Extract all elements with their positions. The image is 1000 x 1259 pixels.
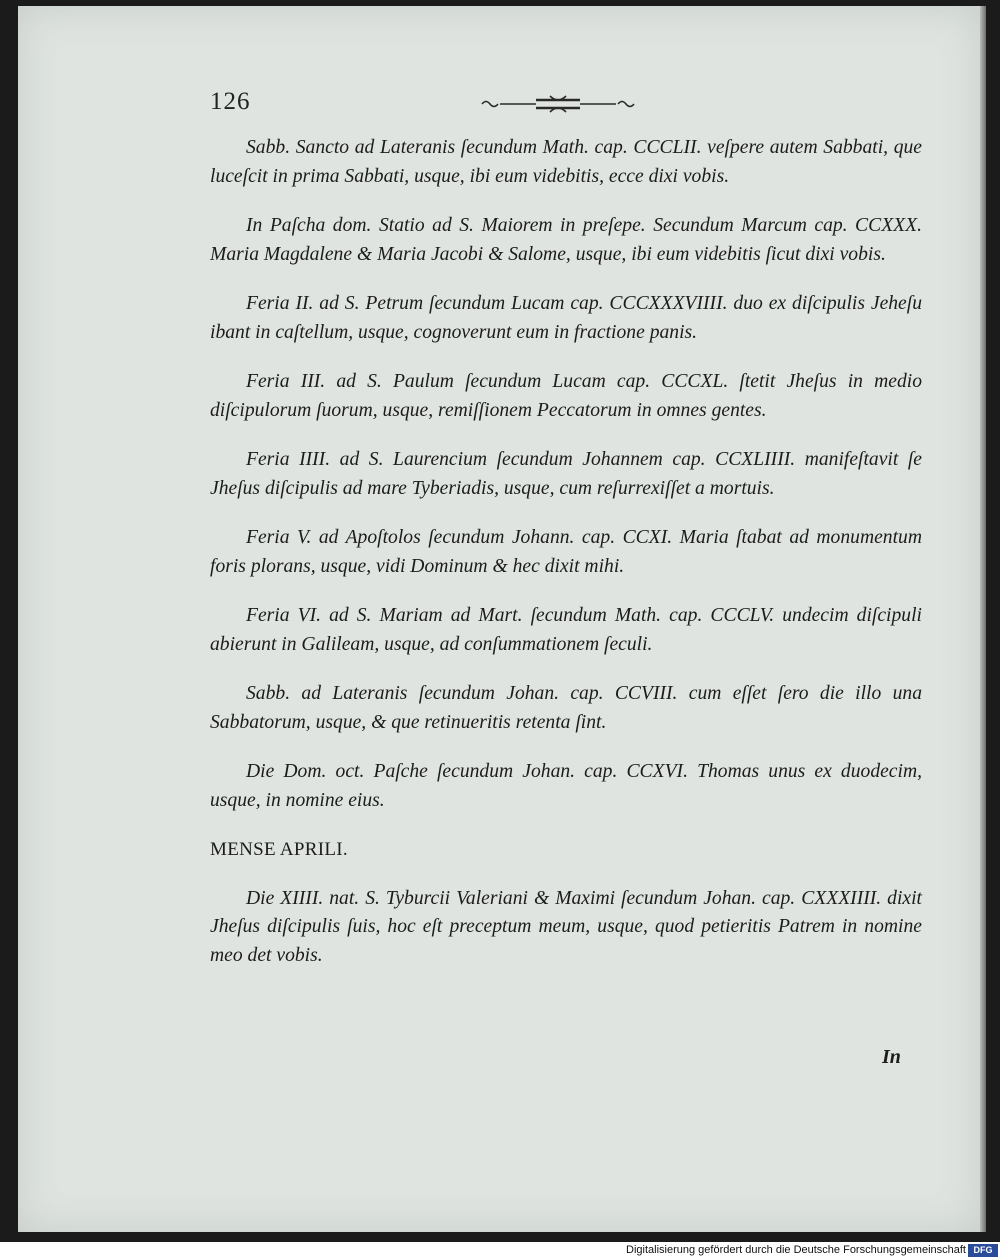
section-heading: MENSE APRILI. — [210, 839, 348, 860]
paragraph-feria-iii: Feria III. ad S. Paulum ſecundum Lucam cap. CCCXL. ſtetit Jheſus in medio diſcipulorum ſuorum, usque, remiſſionem Peccatorum in omnes gentes. — [210, 371, 922, 421]
funding-credit: Digitalisierung gefördert durch die Deutsche Forschungsgemeinschaft — [626, 1244, 966, 1256]
paragraph-feria-vi: Feria VI. ad S. Mariam ad Mart. ſecundum Math. cap. CCCLV. undecim diſcipuli abierunt in Galileam, usque, ad conſummationem ſeculi. — [210, 605, 922, 655]
paragraph-feria-v: Feria V. ad Apoſtolos ſecundum Johann. cap. CCXI. Maria ſtabat ad monumentum foris plorans, usque, vidi Dominum & hec dixit mihi. — [210, 527, 922, 577]
paragraph-sabb-lateranis: Sabb. ad Lateranis ſecundum Johan. cap. CCVIII. cum eſſet ſero die illo una Sabbatorum, usque, & que retinueritis retenta ſint. — [210, 683, 922, 733]
paragraph-sabb-sancto: Sabb. Sancto ad Lateranis ſecundum Math. cap. CCCLII. veſpere autem Sabbati, que luceſcit in prima Sabbati, usque, ibi eum videbitis, ecce dixi vobis. — [210, 137, 922, 187]
paragraph-feria-ii: Feria II. ad S. Petrum ſecundum Lucam cap. CCCXXXVIIII. duo ex diſcipulis Jeheſu ibant in caſtellum, usque, cognoverunt eum in fractione panis. — [210, 293, 922, 343]
page-edge — [980, 6, 986, 1232]
footer-bar — [0, 1242, 1000, 1259]
paragraph-feria-iiii: Feria IIII. ad S. Laurencium ſecundum Johannem cap. CCXLIIII. manifeſtavit ſe Jheſus diſcipulis ad mare Tyberiadis, usque, cum reſurrexiſſet a mortuis. — [210, 449, 922, 499]
paragraph-april: Die XIIII. nat. S. Tyburcii Valeriani & Maximi ſecundum Johan. cap. CXXXIIII. dixit Jheſus diſcipulis ſuis, hoc eſt preceptum meum, usque, quod petieritis Patrem in nomine meo det vobis. — [210, 887, 922, 966]
main-text — [210, 134, 922, 991]
paragraph-in-pascha: In Paſcha dom. Statio ad S. Maiorem in preſepe. Secundum Marcum cap. CCXXX. Maria Magdalene & Maria Jacobi & Salome, usque, ibi eum videbitis ſicut dixi vobis. — [210, 215, 922, 265]
ornament-icon — [478, 92, 638, 116]
page-number: 126 — [210, 88, 251, 115]
catchword: In — [882, 1046, 901, 1068]
dfg-logo-icon: DFG — [968, 1244, 998, 1257]
paragraph-die-dom-oct: Die Dom. oct. Paſche ſecundum Johan. cap. CCXVI. Thomas unus ex duodecim, usque, in nomine eius. — [210, 761, 922, 811]
